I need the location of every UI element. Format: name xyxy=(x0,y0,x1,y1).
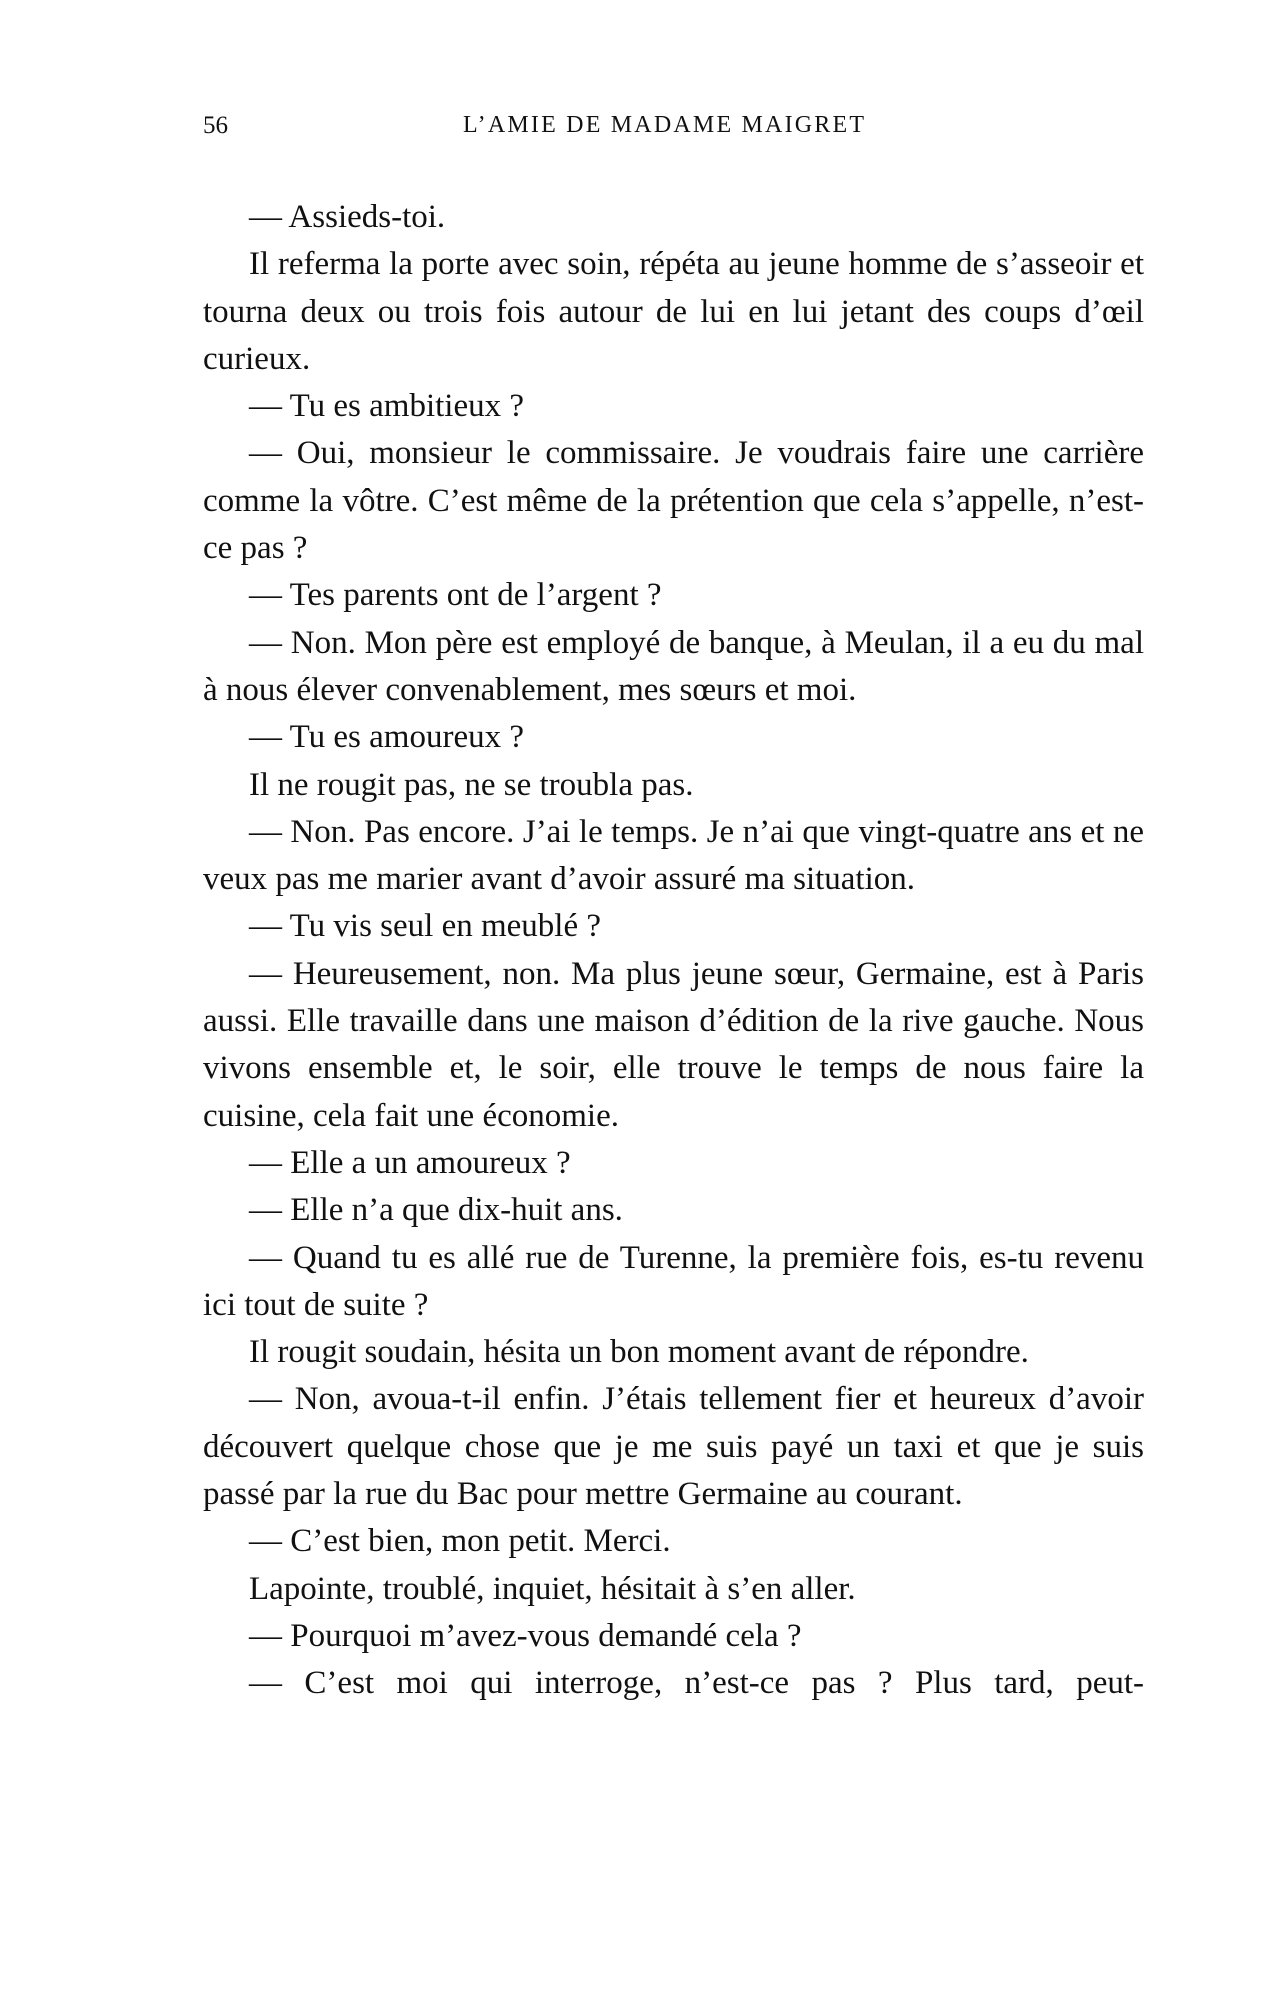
paragraph: — Quand tu es allé rue de Turenne, la première fois, es-tu revenu ici tout de suite ? xyxy=(203,1239,1144,1323)
paragraph: — Oui, monsieur le commissaire. Je voudrais faire une carrière comme la vôtre. C’est même de la prétention que cela s’appelle, n’est-ce pas ? xyxy=(203,435,1144,567)
paragraph: — Non. Pas encore. J’ai le temps. Je n’ai que vingt-quatre ans et ne veux pas me marier avant d’avoir assuré ma situation. xyxy=(203,813,1144,898)
paragraph: Il ne rougit pas, ne se troubla pas. xyxy=(249,766,694,803)
paragraph: Il rougit soudain, hésita un bon moment avant de répondre. xyxy=(249,1334,1029,1371)
paragraph: — Elle n’a que dix-huit ans. xyxy=(249,1192,623,1229)
paragraph: Lapointe, troublé, inquiet, hésitait à s’en aller. xyxy=(249,1570,856,1607)
paragraph: — C’est moi qui interroge, n’est-ce pas ? Plus tard, peut- xyxy=(249,1665,1144,1702)
book-title: L’AMIE DE MADAME MAIGRET xyxy=(463,112,867,138)
paragraph: — Non, avoua-t-il enfin. J’étais tellement fier et heureux d’avoir découvert quelque chose que je me suis payé un taxi et que je suis passé par la rue du Bac pour mettre Germaine au courant. xyxy=(203,1381,1144,1513)
paragraph: — Pourquoi m’avez-vous demandé cela ? xyxy=(249,1617,802,1654)
paragraph: Il referma la porte avec soin, répéta au jeune homme de s’asseoir et tourna deux ou trois fois autour de lui en lui jetant des coups d’œil curieux. xyxy=(203,246,1144,377)
page-number: 56 xyxy=(203,112,228,139)
paragraph: — Tes parents ont de l’argent ? xyxy=(249,577,662,614)
paragraph: — Elle a un amoureux ? xyxy=(249,1144,571,1181)
running-head xyxy=(203,112,1143,152)
paragraph: — Tu es ambitieux ? xyxy=(249,388,525,425)
paragraph: — Tu vis seul en meublé ? xyxy=(249,908,601,945)
paragraph: — Tu es amoureux ? xyxy=(249,719,524,756)
paragraph: — Assieds-toi. xyxy=(249,199,446,235)
paragraph: — C’est bien, mon petit. Merci. xyxy=(249,1523,671,1560)
body-text xyxy=(203,194,1144,1708)
paragraph: — Non. Mon père est employé de banque, à Meulan, il a eu du mal à nous élever convenablement, mes sœurs et moi. xyxy=(203,624,1144,708)
paragraph: — Heureusement, non. Ma plus jeune sœur, Germaine, est à Paris aussi. Elle travaille dans une maison d’édition de la rive gauche. Nous vivons ensemble et, le soir, elle trouve le temps de nous faire la cuisine, cela fait une économie. xyxy=(203,955,1144,1134)
